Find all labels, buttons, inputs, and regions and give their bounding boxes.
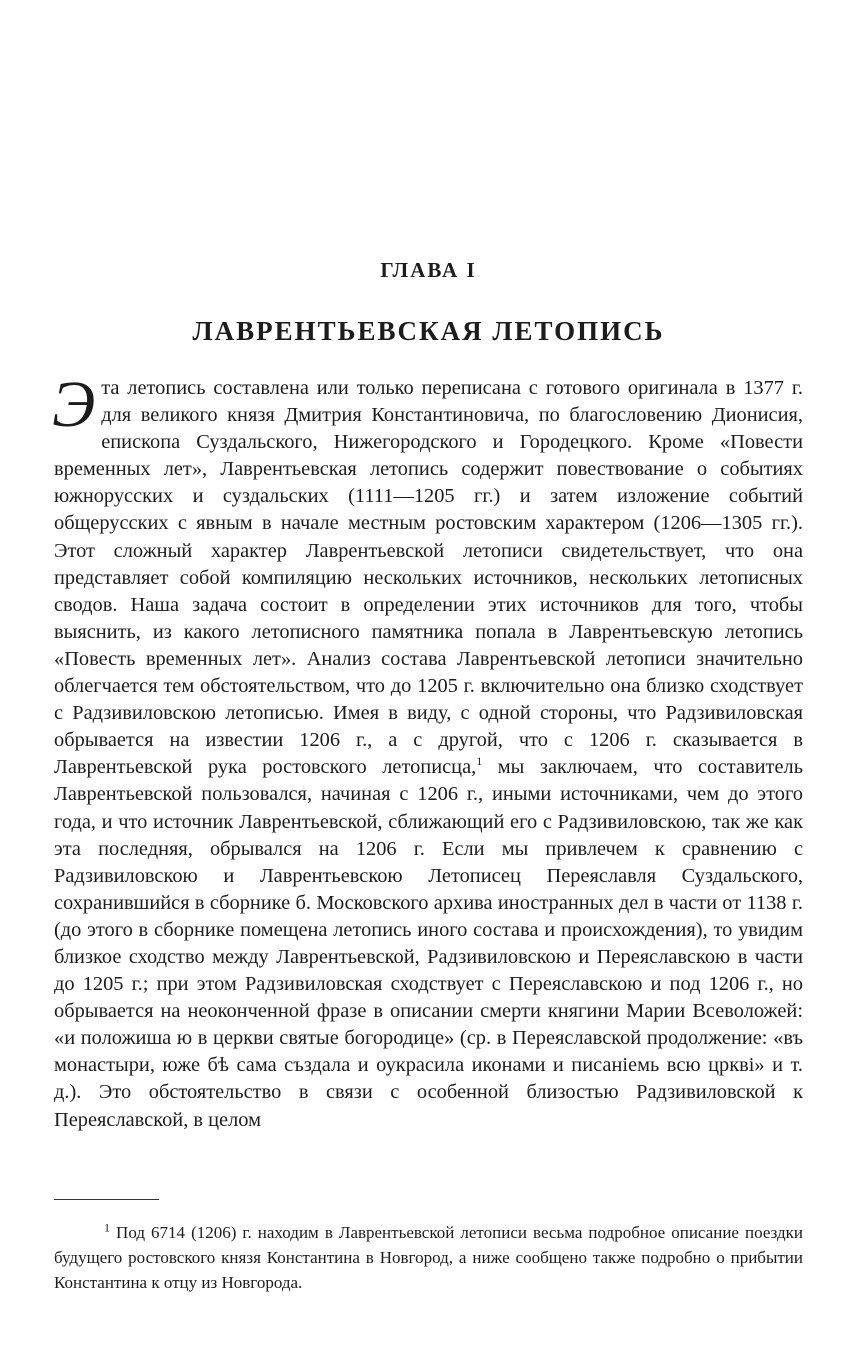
footnote-reference[interactable]: 1 [476,754,483,769]
drop-cap: Э [52,368,96,441]
paragraph-text-part2: мы заключаем, что составитель Лаврентьевской пользовался, начиная с 1206 г., иными источниками, чем до этого года, и что источник Лаврентьевской, сближающий его с Радзивиловскою, так же как эта последняя, обрывался на 1206 г. Если мы привлечем к сравнению с Радзивиловскою и Лаврентьевскою Летописец Переяславля Суздальского, сохранившийся в сборнике б. Московского архива иностранных дел в части от 1138 г. (до этого в сборнике помещена летопись иного состава и происхождения), то увидим близкое сходство между Лаврентьевской, Радзивиловскою и Переяславскою в части до 1205 г.; при этом Радзивиловская сходствует с Переяславскою и под 1206 г., но обрывается на неоконченной фразе в описании смерти княгини Марии Всеволожей: «и положиша ю в церкви святые богородице» (ср. в Переяславской продолжение: «въ монастыри, юже бѣ сама създала и оукрасила иконами и писаніемь всю цркві» и т. д.). Это обстоятельство в связи с особенной близостью Радзивиловской к Переяславской, в целом [54,756,803,1131]
footnote-text: Под 6714 (1206) г. находим в Лаврентьевской летописи весьма подробное описание поездки будущего ростовского князя Константина в Новгород, а ниже сообщено также подробно о прибытии Константина к отцу из Новгорода. [54,1223,803,1292]
footnote-divider [54,1199,159,1200]
chapter-label: ГЛАВА I [380,258,477,282]
main-paragraph [52,368,803,1134]
paragraph-text-part1: та летопись составлена или только переписана с готового оригинала в 1377 г. для великого князя Дмитрия Константиновича, по благословению Дионисия, епископа Суздальского, Нижегородского и Городецкого. Кроме «Повести временных лет», Лаврентьевская летопись содержит повествование о событиях южнорусских и суздальских (1111—1205 гг.) и затем изложение событий общерусских с явным в начале местным ростовским характером (1206—1305 гг.). Этот сложный характер Лаврентьевской летописи свидетельствует, что она представляет собой компиляцию нескольких источников, нескольких летописных сводов. Наша задача состоит в определении этих источников для того, чтобы выяснить, из какого летописного памятника попала в Лаврентьевскую летопись «Повесть временных лет». Анализ состава Лаврентьевской летописи значительно облегчается тем обстоятельством, что до 1205 г. включительно она близко сходствует с Радзивиловскою летописью. Имея в виду, с одной стороны, что Радзивиловская обрывается на известии 1206 г., а с другой, что с 1206 г. сказывается в Лаврентьевской рука ростовского летописца, [54,377,803,779]
footnote-number: 1 [104,1220,110,1235]
footnote [54,1220,803,1295]
chapter-title: ЛАВРЕНТЬЕВСКАЯ ЛЕТОПИСЬ [192,316,665,346]
